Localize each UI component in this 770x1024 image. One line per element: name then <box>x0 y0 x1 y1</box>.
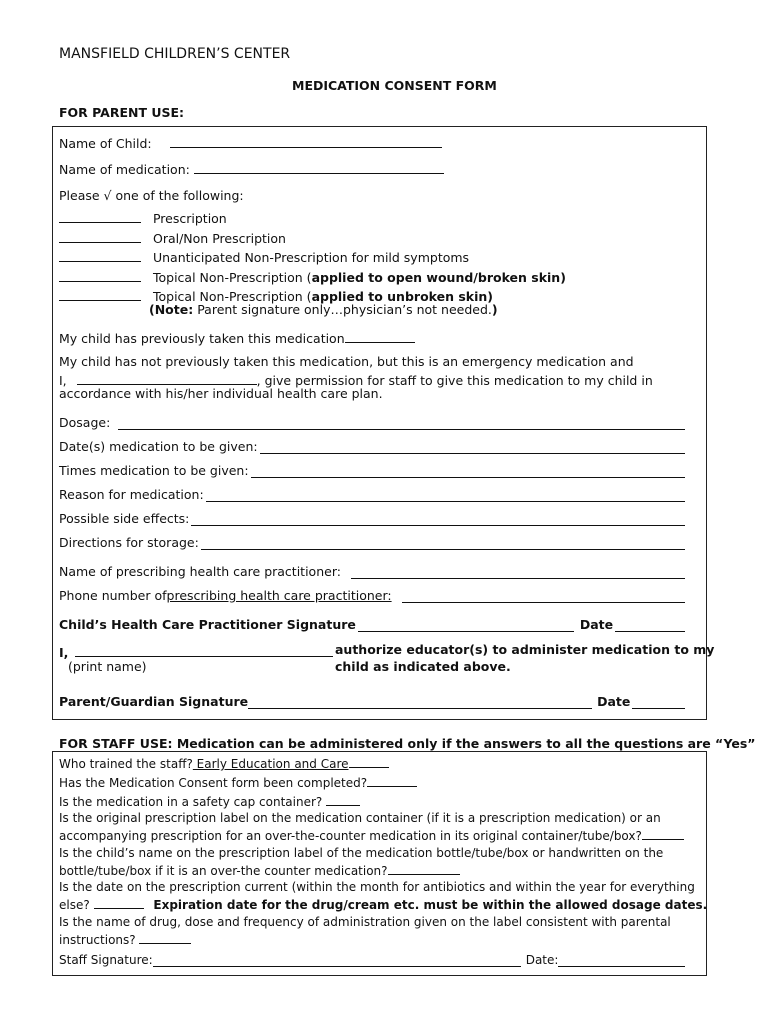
staff-consistent-text: instructions? <box>59 933 136 947</box>
staff-name-line1: Is the child’s name on the prescription label of the medication bottle/tube/box or handwritten on the <box>59 846 664 860</box>
staff-trained-value[interactable]: Early Education and Care <box>192 757 349 771</box>
option-oral-non-prescription <box>59 228 286 246</box>
option-blank[interactable] <box>59 286 141 301</box>
authorize-text-1: authorize educator(s) to administer medication to my <box>335 642 715 657</box>
reason-field[interactable] <box>206 489 685 502</box>
practitioner-name-row <box>59 564 685 579</box>
option-label-bold: applied to unbroken skin) <box>311 289 494 304</box>
option-prescription <box>59 208 227 226</box>
authorize-row <box>59 642 333 660</box>
storage-row <box>59 535 685 550</box>
practitioner-signature-row <box>59 617 685 632</box>
staff-completed-label: Has the Medication Consent form been completed? <box>59 776 368 790</box>
previously-taken-field[interactable] <box>345 328 415 343</box>
parent-date-label: Date <box>597 694 631 709</box>
staff-date-label: Date: <box>525 953 559 967</box>
emergency-parent-name-field[interactable] <box>77 370 257 385</box>
staff-safety-cap-row <box>59 793 360 809</box>
parent-date-field[interactable] <box>632 696 685 709</box>
reason-row <box>59 487 685 502</box>
dosage-field[interactable] <box>118 417 685 430</box>
form-title: MEDICATION CONSENT FORM <box>292 78 497 93</box>
staff-label-text: accompanying prescription for an over-the-counter medication in its original container/tube/box? <box>59 829 642 843</box>
child-name-label: Name of Child: <box>59 136 152 151</box>
option-label: Oral/Non Prescription <box>152 231 286 246</box>
practitioner-signature-label: Child’s Health Care Practitioner Signature <box>59 617 356 632</box>
staff-name-text: bottle/tube/box if it is an over-the counter medication? <box>59 864 388 878</box>
option-label: Topical Non-Prescription ( <box>152 270 312 285</box>
practitioner-date-label: Date <box>579 617 614 632</box>
option-blank[interactable] <box>59 228 141 243</box>
dosage-label: Dosage: <box>59 415 111 430</box>
staff-signature-field[interactable] <box>153 954 521 967</box>
times-field[interactable] <box>251 465 685 478</box>
staff-safety-cap-field[interactable] <box>326 793 360 806</box>
previously-taken-label: My child has previously taken this medication <box>59 331 345 346</box>
staff-trained-label: Who trained the staff? <box>59 757 193 771</box>
practitioner-date-field[interactable] <box>615 619 685 632</box>
option-blank[interactable] <box>59 267 141 282</box>
staff-trained-row <box>59 755 389 771</box>
staff-safety-cap-label: Is the medication in a safety cap container? <box>59 795 323 809</box>
medication-name-label: Name of medication: <box>59 162 190 177</box>
staff-consistent-line1: Is the name of drug, dose and frequency of administration given on the label consistent with parental <box>59 915 671 929</box>
dates-label: Date(s) medication to be given: <box>59 439 258 454</box>
center-name: MANSFIELD CHILDREN’S CENTER <box>59 46 291 62</box>
print-name-label: (print name) <box>68 659 147 674</box>
practitioner-phone-field[interactable] <box>402 590 685 603</box>
dates-row <box>59 439 685 454</box>
staff-date-field[interactable] <box>94 896 144 909</box>
practitioner-phone-label-b: prescribing health care practitioner: <box>166 588 392 603</box>
practitioner-signature-field[interactable] <box>358 617 574 632</box>
option-label: Unanticipated Non-Prescription for mild symptoms <box>152 250 470 265</box>
child-name-row <box>59 133 442 151</box>
medication-name-row <box>59 159 444 177</box>
parent-signature-label: Parent/Guardian Signature <box>59 694 249 709</box>
side-effects-label: Possible side effects: <box>59 511 190 526</box>
staff-expiration-note: Expiration date for the drug/cream etc. must be within the allowed dosage dates. <box>153 898 708 912</box>
note-close: ) <box>491 302 498 317</box>
child-name-field[interactable] <box>170 133 442 148</box>
not-previously-i: I, <box>59 373 67 388</box>
staff-label-field[interactable] <box>642 827 684 840</box>
dosage-row <box>59 415 685 430</box>
option-label: Topical Non-Prescription ( <box>152 289 312 304</box>
option-blank[interactable] <box>59 208 141 223</box>
side-effects-field[interactable] <box>191 513 685 526</box>
staff-date-line1: Is the date on the prescription current (within the month for antibiotics and within the year for everything <box>59 880 695 894</box>
check-intro: Please √ one of the following: <box>59 188 244 203</box>
option-label-bold: applied to open wound/broken skin) <box>311 270 566 285</box>
staff-signature-row <box>59 953 685 967</box>
staff-name-line2 <box>59 862 460 878</box>
staff-heading: FOR STAFF USE: Medication can be administered only if the answers to all the questions are “Yes” <box>59 736 756 751</box>
staff-trained-field[interactable] <box>349 755 389 768</box>
staff-completed-field[interactable] <box>367 774 417 787</box>
times-label: Times medication to be given: <box>59 463 249 478</box>
staff-label-line1: Is the original prescription label on the medication container (if it is a prescription medication) or an <box>59 811 661 825</box>
storage-label: Directions for storage: <box>59 535 199 550</box>
reason-label: Reason for medication: <box>59 487 204 502</box>
not-previously-line3: accordance with his/her individual health care plan. <box>59 386 383 401</box>
parent-signature-row <box>59 694 685 709</box>
authorize-text-2: child as indicated above. <box>335 659 511 674</box>
staff-consistent-line2 <box>59 931 191 947</box>
dates-field[interactable] <box>260 441 685 454</box>
staff-signature-label: Staff Signature: <box>59 953 153 967</box>
previously-taken-row <box>59 328 415 346</box>
staff-consistent-field[interactable] <box>139 931 191 944</box>
staff-date-line2 <box>59 896 707 912</box>
staff-name-field[interactable] <box>388 862 460 875</box>
practitioner-phone-label-a: Phone number of <box>59 588 167 603</box>
staff-signature-date-field[interactable] <box>558 954 685 967</box>
note-text: Parent signature only…physician’s not needed. <box>193 302 492 317</box>
staff-completed-row <box>59 774 417 790</box>
staff-label-line2 <box>59 827 684 843</box>
not-previously-text: , give permission for staff to give this medication to my child in <box>256 373 653 388</box>
option-topical-broken <box>59 267 566 285</box>
option-label: Prescription <box>152 211 227 226</box>
option-unanticipated <box>59 247 469 265</box>
times-row <box>59 463 685 478</box>
staff-date-text: else? <box>59 898 90 912</box>
note-label: (Note: <box>149 302 194 317</box>
not-previously-line1: My child has not previously taken this medication, but this is an emergency medication and <box>59 354 634 369</box>
practitioner-name-label: Name of prescribing health care practitioner: <box>59 564 341 579</box>
authorize-name-field[interactable] <box>75 642 333 657</box>
authorize-i: I, <box>59 645 69 660</box>
practitioner-phone-row <box>59 588 685 603</box>
option-blank[interactable] <box>59 247 141 262</box>
parent-note <box>149 302 498 317</box>
practitioner-name-field[interactable] <box>351 566 685 579</box>
storage-field[interactable] <box>201 537 685 550</box>
side-effects-row <box>59 511 685 526</box>
medication-name-field[interactable] <box>194 159 444 174</box>
parent-section-heading: FOR PARENT USE: <box>59 105 185 120</box>
parent-signature-field[interactable] <box>248 694 592 709</box>
